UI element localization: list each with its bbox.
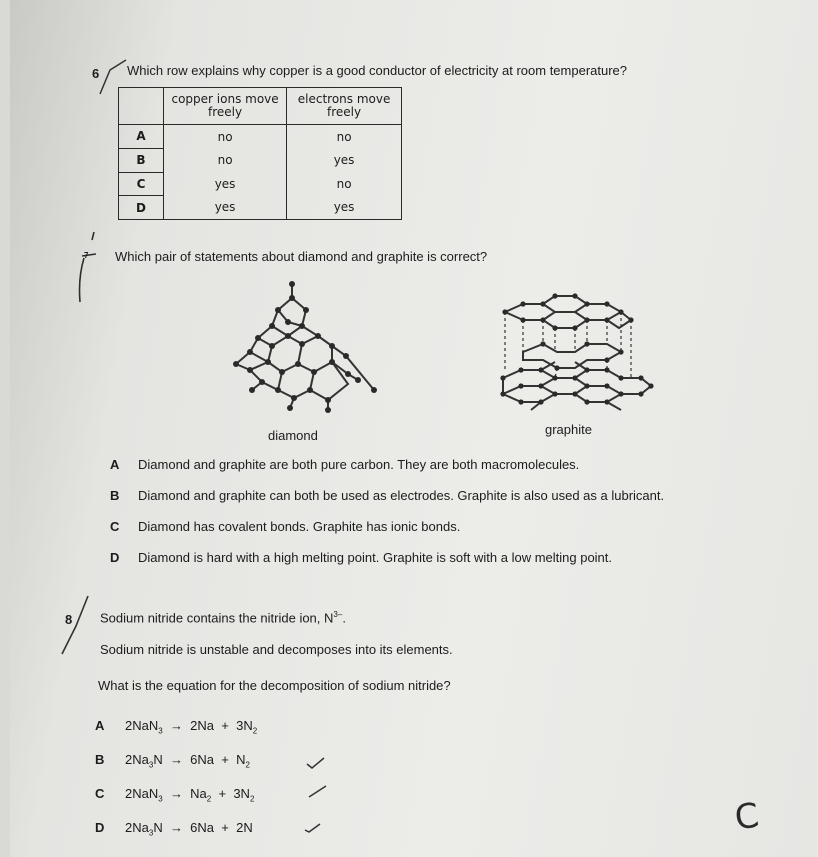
eq-lhs-tail: N	[153, 820, 163, 835]
graphite-caption: graphite	[545, 422, 592, 437]
table-cell-electrons: yes	[287, 196, 402, 220]
eq-rhs1: 6Na	[190, 752, 215, 767]
option-letter: D	[110, 550, 120, 565]
eq-lhs: 2Na	[125, 752, 149, 767]
eq-rhs2: 2N	[236, 820, 253, 835]
option-text: Diamond and graphite are both pure carbon. They are both macromolecules.	[138, 457, 580, 472]
nitride-charge: 3–	[333, 610, 343, 619]
eq-rhs2-sub: 2	[249, 794, 255, 804]
table-header-electrons: electrons move freely	[287, 88, 402, 125]
q6-answer-table	[118, 87, 402, 220]
handwritten-answer: C	[732, 795, 762, 839]
reaction-arrow: →	[169, 718, 183, 733]
q7-option-d[interactable]	[110, 550, 612, 565]
eq-rhs1-sub: 2	[206, 794, 212, 804]
q7-question-text: Which pair of statements about diamond and graphite is correct?	[115, 249, 488, 264]
eq-lhs-sub: 3	[158, 726, 163, 736]
plus-sign: +	[221, 752, 229, 767]
table-cell-ions: no	[164, 148, 287, 172]
eq-rhs2: N	[236, 752, 246, 767]
q7-option-a[interactable]	[110, 457, 579, 472]
option-letter: D	[95, 820, 105, 835]
q8-line-3: What is the equation for the decomposition of sodium nitride?	[98, 678, 451, 693]
eq-rhs1: Na	[190, 786, 207, 801]
q7-option-b[interactable]	[110, 488, 664, 503]
eq-lhs: 2NaN	[125, 718, 159, 733]
table-cell-ions: no	[164, 125, 287, 149]
eq-lhs: 2NaN	[125, 786, 159, 801]
reaction-arrow: →	[169, 752, 183, 767]
eq-lhs-sub: 3	[148, 828, 154, 838]
table-header-blank	[119, 88, 164, 125]
q6-number: 6	[92, 66, 100, 81]
table-cell-electrons: no	[287, 125, 402, 149]
diamond-caption: diamond	[268, 428, 318, 443]
eq-rhs1: 6Na	[190, 820, 215, 835]
eq-lhs-tail: N	[153, 752, 163, 767]
q8-line-1-end: .	[342, 610, 346, 626]
q7-option-c[interactable]	[110, 519, 460, 534]
q7-handwritten-mark	[74, 228, 114, 308]
check-mark-icon	[308, 785, 328, 801]
option-letter: A	[110, 457, 120, 472]
plus-sign: +	[221, 718, 229, 733]
q8-number: 8	[65, 612, 73, 627]
table-row-label: B	[119, 148, 164, 172]
option-text: Diamond and graphite can both be used as electrodes. Graphite is also used as a lubricant.	[138, 488, 665, 503]
q8-line-1-text: Sodium nitride contains the nitride ion, N	[100, 610, 334, 626]
check-mark-icon	[304, 820, 324, 834]
table-cell-ions: yes	[164, 196, 287, 220]
q8-handwritten-mark	[58, 592, 98, 662]
option-letter: B	[95, 752, 105, 767]
reaction-arrow: →	[169, 820, 183, 835]
q8-line-2: Sodium nitride is unstable and decomposes into its elements.	[100, 642, 453, 657]
q8-line-1	[100, 610, 346, 625]
eq-rhs2-sub: 2	[252, 726, 258, 736]
q8-option-c[interactable]	[95, 786, 254, 804]
q8-option-b[interactable]	[95, 752, 250, 770]
option-letter: C	[110, 519, 120, 534]
eq-lhs-sub: 3	[148, 760, 154, 770]
plus-sign: +	[218, 786, 227, 801]
graphite-structure-diagram	[495, 290, 655, 415]
reaction-arrow: →	[169, 786, 183, 801]
eq-lhs: 2Na	[125, 820, 149, 835]
table-cell-electrons: no	[287, 172, 402, 196]
q8-option-d[interactable]	[95, 820, 253, 838]
option-letter: A	[95, 718, 105, 733]
table-cell-ions: yes	[164, 172, 287, 196]
eq-rhs2: 3N	[236, 718, 253, 733]
table-cell-electrons: yes	[287, 148, 402, 172]
diamond-structure-diagram	[228, 280, 388, 415]
plus-sign: +	[221, 820, 229, 835]
eq-rhs2: 3N	[233, 786, 250, 801]
option-letter: C	[95, 786, 105, 801]
eq-rhs2-sub: 2	[245, 760, 250, 770]
option-text: Diamond has covalent bonds. Graphite has ionic bonds.	[138, 519, 461, 534]
eq-lhs-sub: 3	[158, 794, 163, 804]
q7-number: 7	[84, 251, 89, 260]
option-text: Diamond is hard with a high melting point. Graphite is soft with a low melting point.	[138, 550, 613, 565]
table-row-label: C	[119, 172, 164, 196]
eq-rhs1: 2Na	[190, 718, 215, 733]
option-letter: B	[110, 488, 120, 503]
table-row-label: D	[119, 196, 164, 220]
q6-question-text: Which row explains why copper is a good conductor of electricity at room temperature?	[127, 63, 628, 78]
q8-option-a[interactable]	[95, 718, 257, 736]
table-row-label: A	[119, 125, 164, 149]
check-mark-icon	[306, 756, 326, 770]
table-header-ions: copper ions move freely	[164, 88, 287, 125]
